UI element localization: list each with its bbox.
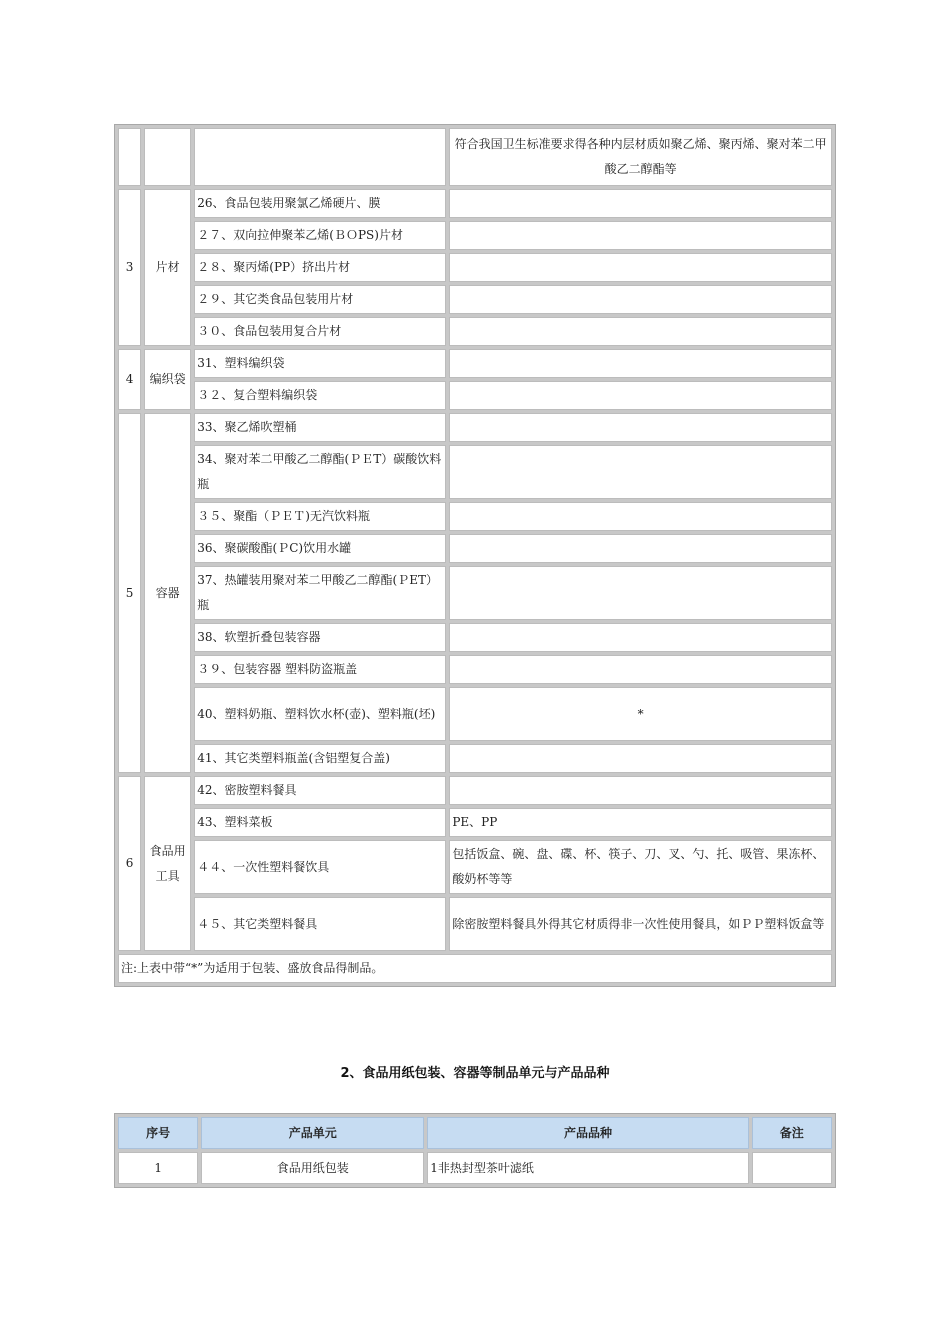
unit-cell: 容器 <box>144 413 191 773</box>
table-row <box>118 445 832 499</box>
unit-cell: 食品用工具 <box>144 776 191 951</box>
product-cell: 34、聚对苯二甲酸乙二醇酯(ＰＥT）碳酸饮料瓶 <box>194 445 446 499</box>
table-row <box>118 655 832 684</box>
header-cell: 备注 <box>752 1117 832 1149</box>
remark-cell <box>449 253 832 282</box>
table-note: 注:上表中带“*”为适用于包装、盛放食品得制品。 <box>118 954 832 983</box>
product-cell: 26、食品包装用聚氯乙烯硬片、膜 <box>194 189 446 218</box>
number-cell <box>118 128 141 186</box>
remark-cell <box>449 189 832 218</box>
variety-cell: 1非热封型茶叶滤纸 <box>427 1152 748 1184</box>
note-row <box>118 954 832 983</box>
product-cell: 38、软塑折叠包装容器 <box>194 623 446 652</box>
table-row <box>118 897 832 951</box>
remark-cell <box>449 381 832 410</box>
remark-cell <box>449 349 832 378</box>
product-cell: ３５、聚酯（ＰＥＴ)无汽饮料瓶 <box>194 502 446 531</box>
table-row <box>118 253 832 282</box>
remark-cell: 包括饭盒、碗、盘、碟、杯、筷子、刀、叉、勺、托、吸管、果冻杯、酸奶杯等等 <box>449 840 832 894</box>
header-cell: 产品单元 <box>201 1117 424 1149</box>
product-cell: 40、塑料奶瓶、塑料饮水杯(壶)、塑料瓶(坯) <box>194 687 446 741</box>
product-cell: ２７、双向拉伸聚苯乙烯(ＢＯPS)片材 <box>194 221 446 250</box>
table-row <box>118 128 832 186</box>
remark-cell: PE、PP <box>449 808 832 837</box>
table-row <box>118 623 832 652</box>
remark-cell <box>449 566 832 620</box>
remark-cell <box>449 534 832 563</box>
remark-cell <box>449 413 832 442</box>
table-row <box>118 808 832 837</box>
product-cell: ４４、一次性塑料餐饮具 <box>194 840 446 894</box>
table-row <box>118 285 832 314</box>
remark-cell <box>449 776 832 805</box>
header-cell: 序号 <box>118 1117 198 1149</box>
remark-cell <box>752 1152 832 1184</box>
plastic-products-table <box>114 124 836 987</box>
product-cell: 37、热罐装用聚对苯二甲酸乙二醇酯(ＰET）瓶 <box>194 566 446 620</box>
remark-cell: 符合我国卫生标准要求得各种内层材质如聚乙烯、聚丙烯、聚对苯二甲酸乙二醇酯等 <box>449 128 832 186</box>
product-cell: 33、聚乙烯吹塑桶 <box>194 413 446 442</box>
product-cell: ２９、其它类食品包装用片材 <box>194 285 446 314</box>
unit-cell: 编织袋 <box>144 349 191 410</box>
product-cell: 41、其它类塑料瓶盖(含铝塑复合盖) <box>194 744 446 773</box>
product-cell <box>194 128 446 186</box>
paper-products-table <box>114 1113 836 1188</box>
product-cell: ２８、聚丙烯(PP）挤出片材 <box>194 253 446 282</box>
table-row <box>118 189 832 218</box>
remark-cell <box>449 285 832 314</box>
product-cell: ３２、复合塑料编织袋 <box>194 381 446 410</box>
product-cell: ３９、包装容器 塑料防盗瓶盖 <box>194 655 446 684</box>
remark-cell: * <box>449 687 832 741</box>
remark-cell <box>449 317 832 346</box>
product-cell: 43、塑料菜板 <box>194 808 446 837</box>
table-row <box>118 381 832 410</box>
number-cell: 3 <box>118 189 141 346</box>
unit-cell <box>144 128 191 186</box>
table-row <box>118 221 832 250</box>
unit-cell: 食品用纸包装 <box>201 1152 424 1184</box>
remark-cell: 除密胺塑料餐具外得其它材质得非一次性使用餐具，如ＰＰ塑料饭盒等 <box>449 897 832 951</box>
number-cell: 5 <box>118 413 141 773</box>
table-row <box>118 413 832 442</box>
table-row <box>118 349 832 378</box>
table-row <box>118 502 832 531</box>
remark-cell <box>449 445 832 499</box>
number-cell: 6 <box>118 776 141 951</box>
remark-cell <box>449 655 832 684</box>
remark-cell <box>449 744 832 773</box>
table-row <box>118 840 832 894</box>
unit-cell: 片材 <box>144 189 191 346</box>
product-cell: ３０、食品包装用复合片材 <box>194 317 446 346</box>
remark-cell <box>449 221 832 250</box>
remark-cell <box>449 502 832 531</box>
table-row <box>118 1152 832 1184</box>
product-cell: ４５、其它类塑料餐具 <box>194 897 446 951</box>
header-cell: 产品品种 <box>427 1117 748 1149</box>
table-row <box>118 317 832 346</box>
table-row <box>118 687 832 741</box>
table-header-row <box>118 1117 832 1149</box>
product-cell: 36、聚碳酸酯(ＰC)饮用水罐 <box>194 534 446 563</box>
remark-cell <box>449 623 832 652</box>
number-cell: 4 <box>118 349 141 410</box>
section-title: 2、食品用纸包装、容器等制品单元与产品品种 <box>340 1066 610 1081</box>
table-row <box>118 744 832 773</box>
table-row <box>118 776 832 805</box>
number-cell: 1 <box>118 1152 198 1184</box>
product-cell: 42、密胺塑料餐具 <box>194 776 446 805</box>
table-row <box>118 566 832 620</box>
product-cell: 31、塑料编织袋 <box>194 349 446 378</box>
table-row <box>118 534 832 563</box>
